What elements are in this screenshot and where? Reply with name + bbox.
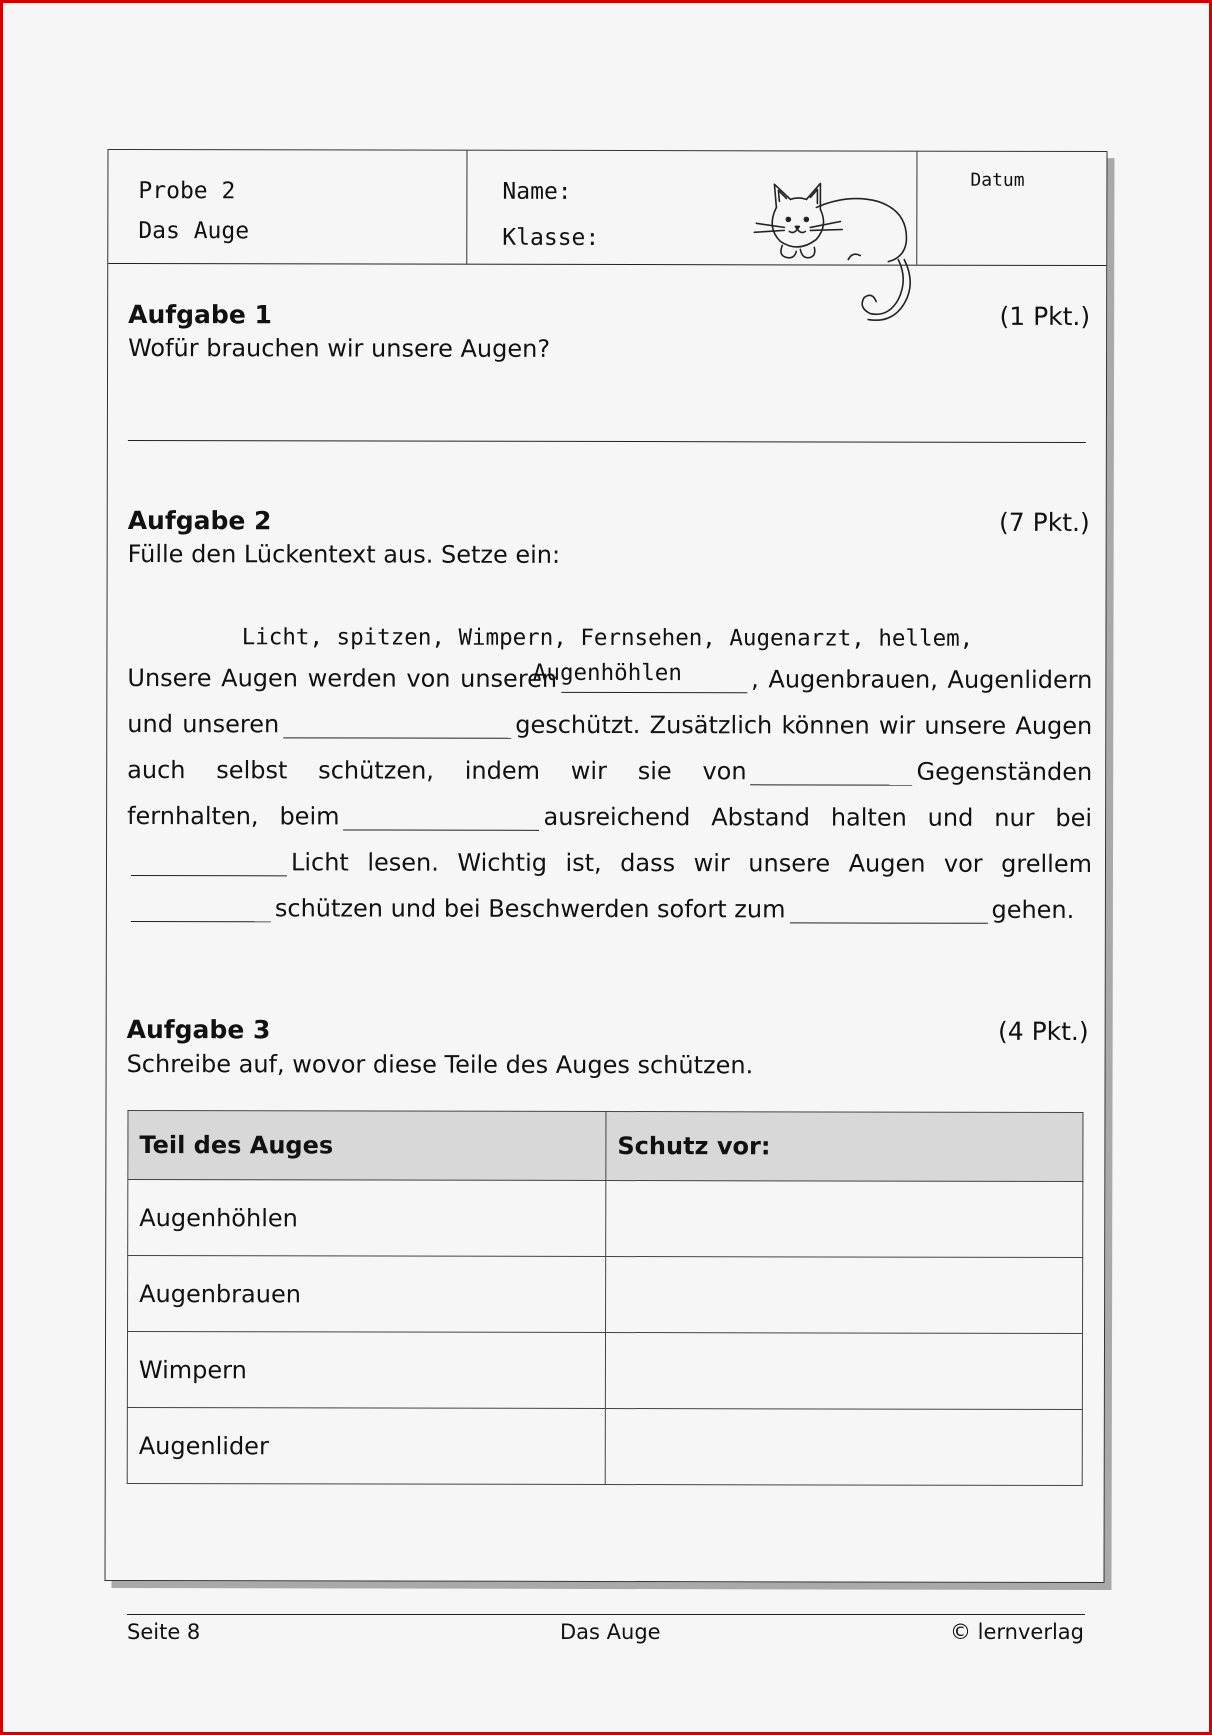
worksheet: [105, 149, 1108, 1583]
answer-cell[interactable]: [606, 1257, 1083, 1334]
column-header: Teil des Auges: [128, 1110, 606, 1180]
task1-title: Aufgabe 1: [128, 299, 272, 330]
eye-part-cell: Augenlider: [127, 1407, 605, 1484]
answer-cell[interactable]: [605, 1333, 1082, 1410]
task2-points: (7 Pkt.): [999, 507, 1090, 538]
task1-answer-line[interactable]: [128, 440, 1086, 443]
cloze-segment: , Augenbrauen, Augenlidern und unseren: [127, 665, 1093, 739]
task1-question: Wofür brauchen wir unsere Augen?: [128, 333, 551, 363]
answer-cell[interactable]: [606, 1181, 1083, 1258]
cloze-blank[interactable]: [283, 713, 511, 738]
cat-icon: [748, 179, 928, 324]
worksheet-header: [108, 150, 1106, 266]
cloze-blank[interactable]: [561, 668, 747, 693]
task3-instruction: Schreibe auf, wovor diese Teile des Auges schützen.: [126, 1049, 754, 1080]
cloze-blank[interactable]: [789, 898, 987, 923]
table-row: [128, 1255, 1083, 1333]
task3-title: Aufgabe 3: [126, 1014, 271, 1045]
eye-part-cell: Wimpern: [127, 1331, 605, 1408]
word-bank-line: Augenhöhlen: [532, 659, 682, 687]
footer-divider: [127, 1614, 1085, 1615]
cloze-segment: ausreichend Abstand halten und nur bei: [543, 802, 1093, 833]
cloze-blank[interactable]: [131, 851, 287, 876]
cloze-segment: gehen.: [991, 895, 1075, 924]
footer-publisher: © lernverlag: [949, 1620, 1084, 1644]
cloze-segment: Gegenständen fernhalten, beim: [127, 757, 1093, 831]
table-row: [127, 1407, 1082, 1485]
header-test-info: [108, 150, 467, 264]
test-number: Probe 2: [138, 178, 236, 205]
word-bank-line: Licht, spitzen, Wimpern, Fernsehen, Augenarzt, hellem,: [241, 624, 974, 652]
eye-part-cell: Augenbrauen: [128, 1255, 606, 1332]
footer-title: Das Auge: [560, 1620, 661, 1644]
footer-page-number: Seite 8: [127, 1620, 201, 1644]
cloze-segment: Unsere Augen werden von unseren: [127, 663, 558, 693]
test-topic: Das Auge: [138, 218, 250, 245]
cloze-blank[interactable]: [343, 805, 539, 830]
cloze-segment: geschützt. Zusätzlich können wir unsere Augen auch selbst schützen, indem wir sie von: [127, 710, 1093, 786]
name-label: Name:: [502, 178, 572, 205]
task1-points: (1 Pkt.): [999, 301, 1091, 332]
eye-parts-table: [127, 1110, 1084, 1486]
task2-instruction: Fülle den Lückentext aus. Setze ein:: [127, 539, 561, 569]
eye-part-cell: Augenhöhlen: [128, 1179, 606, 1256]
answer-cell[interactable]: [605, 1408, 1082, 1485]
date-label: Datum: [970, 169, 1025, 191]
cloze-blank[interactable]: [131, 897, 271, 922]
cloze-segment: Licht lesen. Wichtig ist, dass wir unsere Augen vor grellem: [290, 848, 1093, 879]
class-label: Klasse:: [502, 224, 600, 251]
table-row: [128, 1179, 1083, 1257]
task3-points: (4 Pkt.): [997, 1016, 1089, 1047]
cloze-blank[interactable]: [751, 760, 913, 785]
table-row: [127, 1331, 1082, 1409]
header-date: [916, 152, 1106, 265]
task2-title: Aufgabe 2: [127, 505, 272, 536]
cloze-segment: schützen und bei Beschwerden sofort zum: [274, 894, 786, 924]
cloze-text: [127, 655, 1093, 933]
column-header: Schutz vor:: [606, 1112, 1083, 1182]
table-header-row: [128, 1110, 1083, 1181]
